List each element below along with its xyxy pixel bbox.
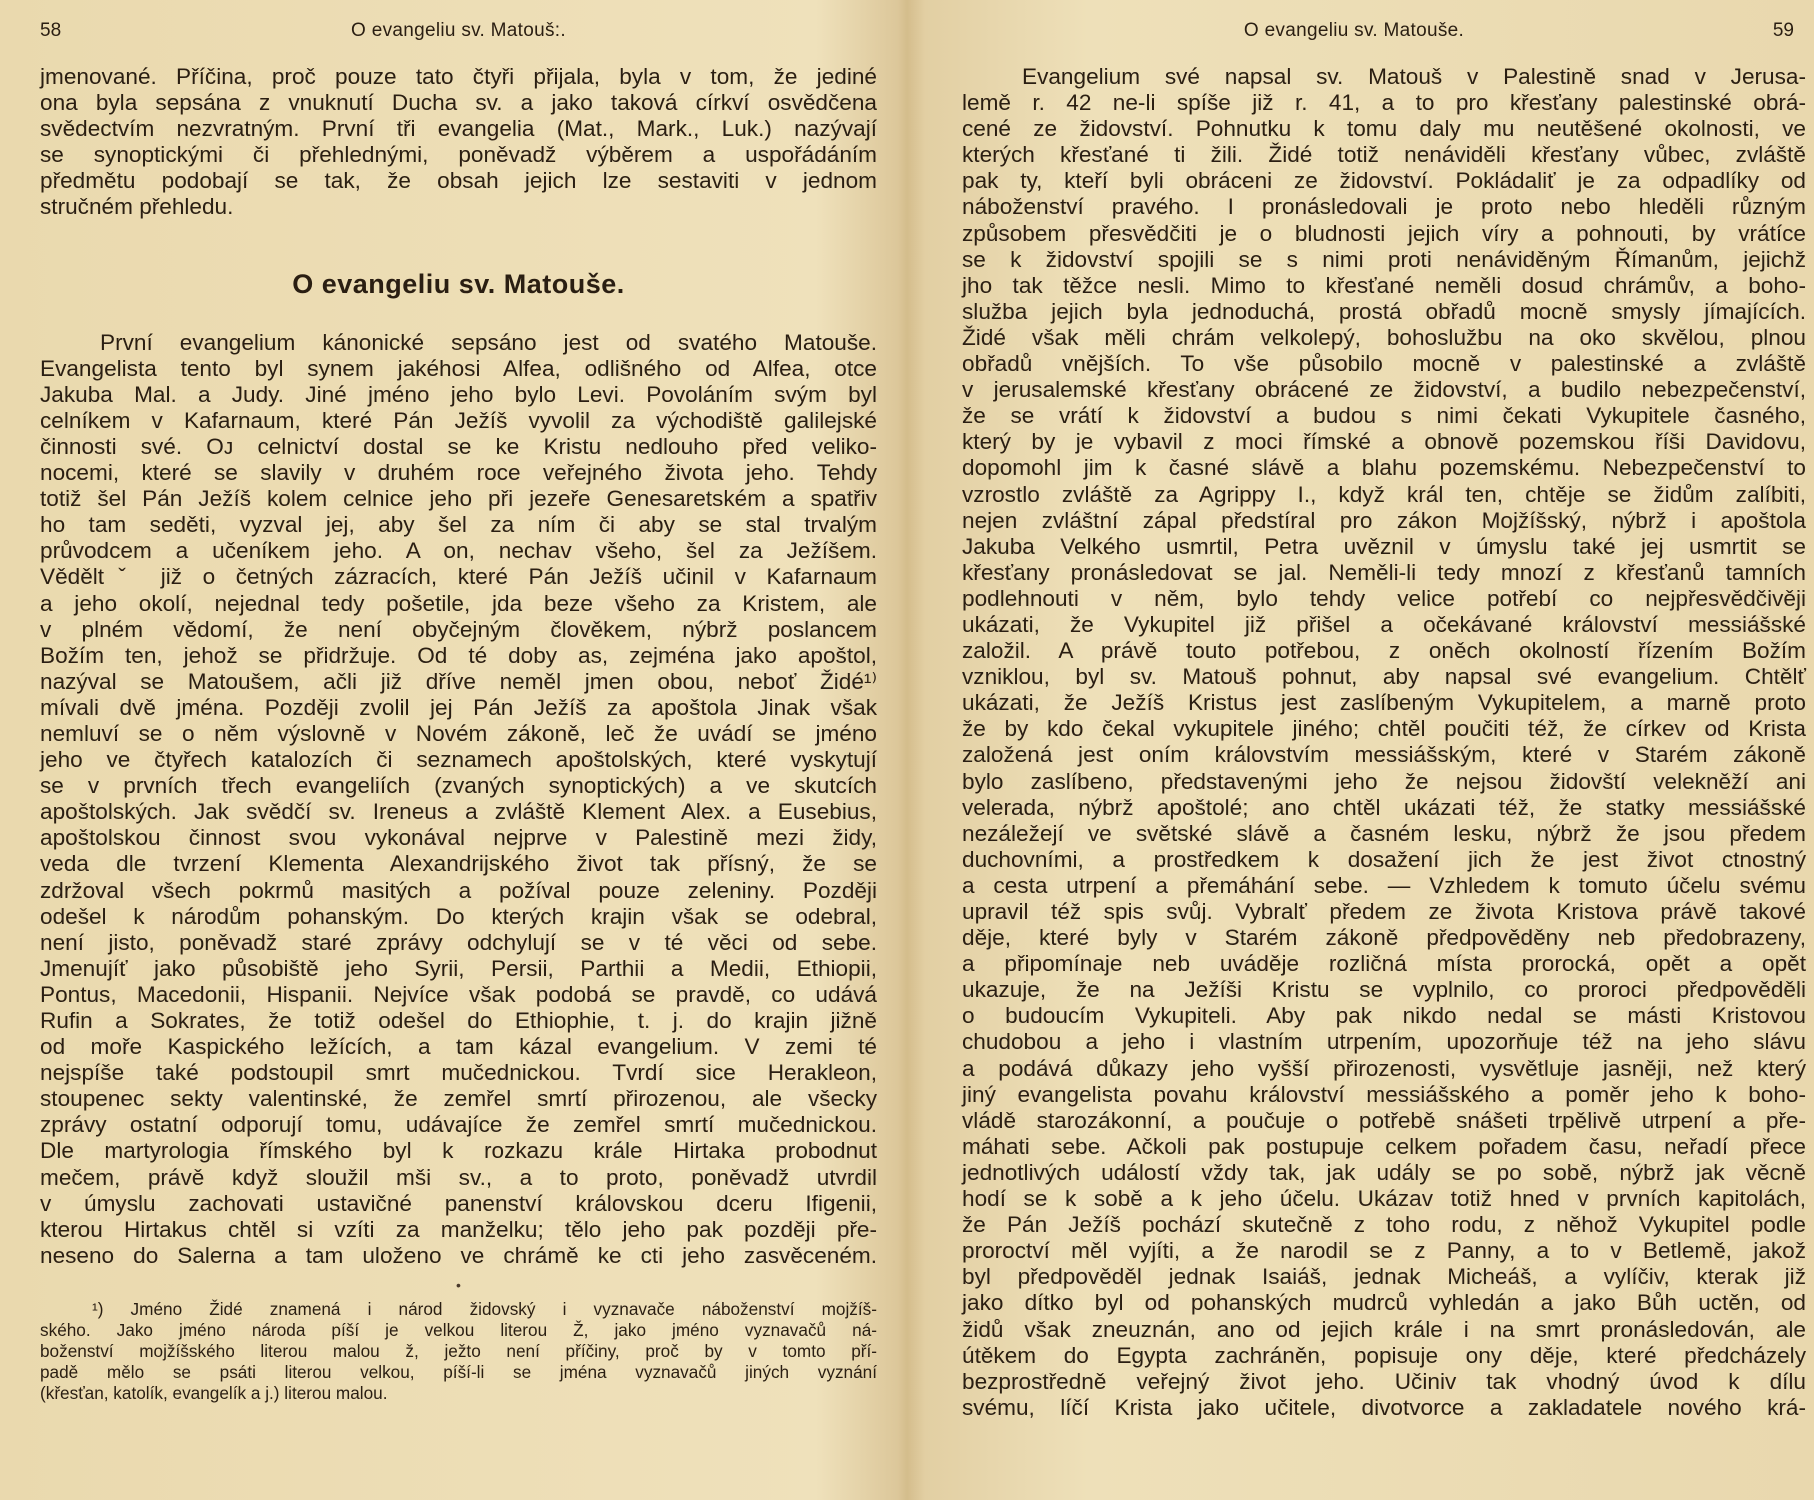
text-line: velerada, nýbrž apoštolé; ano chtěl ukázati též, že statky messiášské [962,794,1806,820]
body-paragraph-left [40,330,877,1269]
text-line: ukázati, že Ježíš Kristus jest zaslíbeným Vykupitelem, a marně proto [962,690,1806,716]
text-line: hodí se k sobě a k jeho účelu. Ukázav totiž hned v prvních kapitolách, [962,1186,1806,1212]
text-line: apoštolskou činnost svou vykonával nejprve v Palestině mezi židy, [40,825,877,851]
running-head-right [962,20,1806,50]
text-line: útěkem do Egypta zachráněn, popisuje ony děje, které předcházely [962,1342,1806,1368]
text-line: jmenované. Příčina, proč pouze tato čtyři přijala, byla v tom, že jediné [40,64,877,89]
text-line: jiný evangelista povahu království messiášského a poměr jeho k boho- [962,1081,1806,1107]
text-line: Věděltˇ již o četných zázracích, které Pán Ježíš učinil v Kafarnaum [40,564,877,590]
text-line: Jakuba Velkého usmrtil, Petra uvěznil v úmyslu také jej usmrtit se [962,533,1806,559]
text-line: činnosti své. Oᴊ celnictví dostal se ke Kristu nedlouho před veliko- [40,433,877,459]
text-line: služba jejich byla jednoduchá, prostá obřadů mocně smysly jímajících. [962,298,1806,324]
text-line: mečem, právě když sloužil mši sv., a to proto, poněvadž utvrdil [40,1164,877,1190]
text-line: založil. A právě touto potřebou, z oněch okolností řízením Božím [962,638,1806,664]
text-line: nazýval se Matoušem, ačli již dříve neměl jmen obou, neboť Židé¹⁾ [40,668,877,694]
text-line: neseno do Salerna a tam uloženo ve chrámě ke cti jeho zasvěceném. [40,1242,877,1268]
text-line: od moře Kaspického ležících, a tam kázal evangelium. V zemi té [40,1034,877,1060]
text-line: Evangelista tento byl synem jakéhosi Alfea, odlišného od Alfea, otce [40,355,877,381]
text-line: svědectvím nezvratným. První tři evangelia (Mat., Mark., Luk.) nazývají [40,116,877,142]
text-line: že by kdo čekal vykupitele jiného; chtěl poučiti též, že církev od Krista [962,716,1806,742]
text-line: o budoucím Vykupiteli. Aby pak nikdo nedal se másti Kristovou [962,1003,1806,1029]
text-line: ukázati, že Vykupitel již přišel a očekávané království messiášské [962,611,1806,637]
text-line: nejen zvláštní zápal předstíral pro zákon Mojžíšský, nýbrž i apoštola [962,507,1806,533]
text-line: zprávy ostatní odporují tomu, udávajíce že zemřel smrtí mučednickou. [40,1112,877,1138]
text-line: První evangelium kánonické sepsáno jest od svatého Matouše. [100,329,877,355]
text-line: Rufin a Sokrates, že totiž odešel do Ethiophie, t. j. do krajin jižně [40,1008,877,1033]
text-line: jednotlivých událostí vždy tak, jak udály se po sobě, nýbrž jak věcně [962,1159,1806,1185]
footnote-line: boženství mojžíšského literou malou ž, ježto není příčiny, proč by v tomto pří- [40,1340,877,1361]
text-line: bylo zaslíbeno, představenými jeho že nejsou židovští velekněží ani [962,768,1806,794]
text-line: odešel k národům pohanským. Do kterých krajin však se odebral, [40,903,877,929]
text-line: vládě starozákonní, a poučuje o potřebě snášeti trpělivě utrpení a pře- [962,1107,1806,1133]
text-line: celníkem v Kafarnaum, které Pán Ježíš vyvolil za východiště galilejské [40,407,877,433]
text-line: založená jest oním královstvím messiášským, které v Starém zákoně [962,742,1806,768]
text-line: nezáležejí ve světské slávě a časném lesku, nýbrž že jsou předem [962,820,1806,846]
text-line: veda dle tvrzení Klementa Alexandrijského život tak přísný, že se [40,851,877,877]
text-line: se k židovství spojili se s nimi proti nenáviděným Římanům, jejichž [962,246,1806,272]
text-line: v jerusalemské křesťany obrácené ze židovství, a budilo nebezpečenství, [962,377,1806,403]
footnote-line: (křesťan, katolík, evangelík a j.) literou malou. [40,1382,388,1403]
text-line: dopomohl jim k časné slávě a blahu pozemskému. Nebezpečenství to [962,455,1806,481]
text-line: není jisto, poněvadž staré zprávy odchylují se v té věci od sebe. [40,929,877,955]
text-line: chudobou a jeho i vlastním utrpením, upozorňuje též na jeho slávu [962,1029,1806,1055]
text-line: že se vrátí k židovství a budou s nimi čekati Vykupitele časného, [962,403,1806,429]
text-line: máhati sebe. Ačkoli pak postupuje celkem pořadem času, neřadí přece [962,1133,1806,1159]
text-line: podlehnouti v něm, bylo tehdy velice potřebí co nejpřesvědčivěji [962,585,1806,611]
text-line: průvodcem a učeníkem jeho. A on, nechav všeho, šel za Ježíšem. [40,538,877,564]
text-line: duchovními, a prostředkem k dosažení jich že jest život ctnostný [962,846,1806,872]
text-line: stoupenec sekty valentinské, že zemřel smrtí přirozenou, ale všecky [40,1086,877,1112]
text-line: nejspíše také podstoupil smrt mučednickou. Tvrdí sice Herakleon, [40,1060,877,1086]
text-line: Božím ten, jehož se přidržuje. Od té doby as, zejména jako apoštol, [40,642,877,668]
text-line: v úmyslu zachovati ustavičné panenství královskou dceru Ifigenii, [40,1190,877,1216]
text-line: a podává důkazy jeho vyšší přirozenosti, vysvětluje jasněji, než který [962,1055,1806,1081]
text-line: apoštolských. Jak svědčí sv. Ireneus a zvláště Klement Alex. a Eusebius, [40,799,877,825]
text-line: ona byla sepsána z vnuknutí Ducha sv. a jako taková církví osvědčena [40,90,877,116]
page-number: 59 [1772,20,1794,41]
text-line: obřadů vnějších. To vše působilo mocně v palestinské a zvláště [962,351,1806,377]
text-line: stručném přehledu. [40,194,234,220]
text-line: že Pán Ježíš pochází skutečně z toho rodu, z něhož Vykupitel podle [962,1212,1806,1238]
text-line: nemluví se o něm výslovně v Novém zákoně, leč že uvádí se jméno [40,720,877,746]
text-line: a jeho okolí, nejednal tedy pošetile, jda beze všeho za Kristem, ale [40,590,877,616]
footnote-line: ¹) Jméno Židé znamená i národ židovský i vyznavače náboženství mojžíš- [92,1298,877,1319]
text-line: totiž šel Pán Ježíš kolem celnice jeho při jezeře Genesaretském a spatřiv [40,486,877,512]
text-line: děje, které byly v Starém zákoně předpověděny neb předobrazeny, [962,925,1806,951]
text-line: předmětu podobají se tak, že obsah jejich lze sestaviti v jednom [40,168,877,194]
text-line: pak ty, kteří byli obráceni ze židovství. Pokládaliť je za odpadlíky od [962,168,1806,194]
text-line: Jmenujíť jako působiště jeho Syrii, Persii, Parthii a Medii, Ethiopii, [40,955,877,981]
footnote-line: padě mělo se psáti literou velkou, píší-li se jména vyznavačů jiných vyznání [40,1361,877,1382]
text-line: jeho ve čtyřech katalozích či seznamech apoštolských, které vyskytují [40,747,877,773]
text-line: lemě r. 42 ne-li spíše již r. 41, a to pro křesťany palestinské obrá- [962,90,1806,116]
text-line: cené ze židovství. Pohnutku k tomu daly mu neutěšené okolnosti, ve [962,116,1806,142]
footnote-line: ského. Jako jméno národa píší je velkou literou Ž, jako jméno vyznavačů ná- [40,1319,877,1340]
text-line: Jakuba Mal. a Judy. Jiné jméno jeho bylo Levi. Povoláním svým byl [40,381,877,407]
text-line: jho tak těžce nesli. Mimo to křesťané neměli dosud chrámův, a boho- [962,272,1806,298]
text-line: ho tam seděti, vyzval jej, aby šel za ním či aby se stal trvalým [40,512,877,538]
text-line: proroctví měl vyjíti, a že narodil se z Panny, a to v Betlemě, jakož [962,1238,1806,1264]
text-line: a připomínaje neb uváděje rozličná místa prorocká, opět a opět [962,951,1806,977]
text-line: se v prvních třech evangeliích (zvaných synoptických) a ve skutcích [40,773,877,799]
right-page [920,0,1814,1500]
text-line: židů však zneuznán, ano od jejich krále i na smrt pronásledován, ale [962,1316,1806,1342]
text-line: nocemi, které se slavily v druhém roce veřejného života jeho. Tehdy [40,460,877,486]
text-line: způsobem přesvědčiti je o bludnosti jejich víry a pohnouti, by vrátíce [962,220,1806,246]
text-line: a cesta utrpení a přemáhání sebe. — Vzhledem k tomuto účelu svému [962,872,1806,898]
text-line: vzrostlo zvláště za Agrippy I., když král ten, chtěje se židům zalíbiti, [962,481,1806,507]
text-line: mívali dvě jména. Později zvolil jej Pán Ježíš za apoštola Jinak však [40,694,877,720]
text-line: Židé však měli chrám velkolepý, bohoslužbu na oko skvělou, plnou [962,324,1806,350]
section-heading: O evangeliu sv. Matouše. [292,268,625,299]
footnote-separator: • [456,1276,461,1293]
text-line: který by je vybavil z moci římské a obnově pozemskou říši Davidovu, [962,429,1806,455]
text-line: Pontus, Macedonii, Hispanii. Nejvíce však podobá se pravdě, co udává [40,981,877,1007]
running-head-left [40,20,877,50]
text-line: zdržoval všech pokrmů masitých a požíval pouze zeleniny. Později [40,877,877,903]
text-line: jako dítko byl od pohanských mudrců vyhledán a jako Bůh uctěn, od [962,1290,1806,1316]
body-paragraph-right [962,64,1806,1421]
text-line: Evangelium své napsal sv. Matouš v Palestině snad v Jerusa- [1022,64,1806,89]
left-page [0,0,905,1500]
running-title: O evangeliu sv. Matouše. [1243,20,1465,41]
running-title: O evangeliu sv. Matouš:. [351,20,566,41]
text-line: křesťany pronásledovat se jal. Neměli-li tedy mnozí z křesťanů tamních [962,559,1806,585]
text-line: Dle martyrologia římského byl k rozkazu krále Hirtaka probodnut [40,1138,877,1164]
text-line: bezprostředně veřejný život jeho. Učiniv tak vhodný úvod k dílu [962,1368,1806,1394]
intro-paragraph [40,64,877,221]
page-number: 58 [40,20,62,41]
footnote [40,1299,877,1404]
text-line: kterých křesťané ti žili. Židé totiž nenáviděli křesťany vůbec, zvláště [962,142,1806,168]
text-line: upravil též spis svůj. Vybralť předem ze života Kristova právě takové [962,899,1806,924]
text-line: vzniklou, byl sv. Matouš pohnut, aby napsal své evangelium. Chtělť [962,664,1806,690]
text-line: kterou Hirtakus chtěl si vzíti za manželku; tělo jeho pak později pře- [40,1216,877,1242]
text-line: ukazuje, že na Ježíši Kristu se vyplnilo, co proroci předpověděli [962,977,1806,1003]
text-line: byl předpověděl jednak Isaiáš, jednak Micheáš, a vylíčiv, kterak již [962,1264,1806,1290]
text-line: svému, líčí Krista jako učitele, divotvorce a zakladatele nového krá- [962,1394,1806,1420]
text-line: v plném vědomí, že není obyčejným člověkem, nýbrž poslancem [40,616,877,642]
text-line: se synoptickými či přehlednými, poněvadž výběrem a uspořádáním [40,142,877,168]
text-line: náboženství pravého. I pronásledovali je proto nebo hleděli různým [962,194,1806,220]
